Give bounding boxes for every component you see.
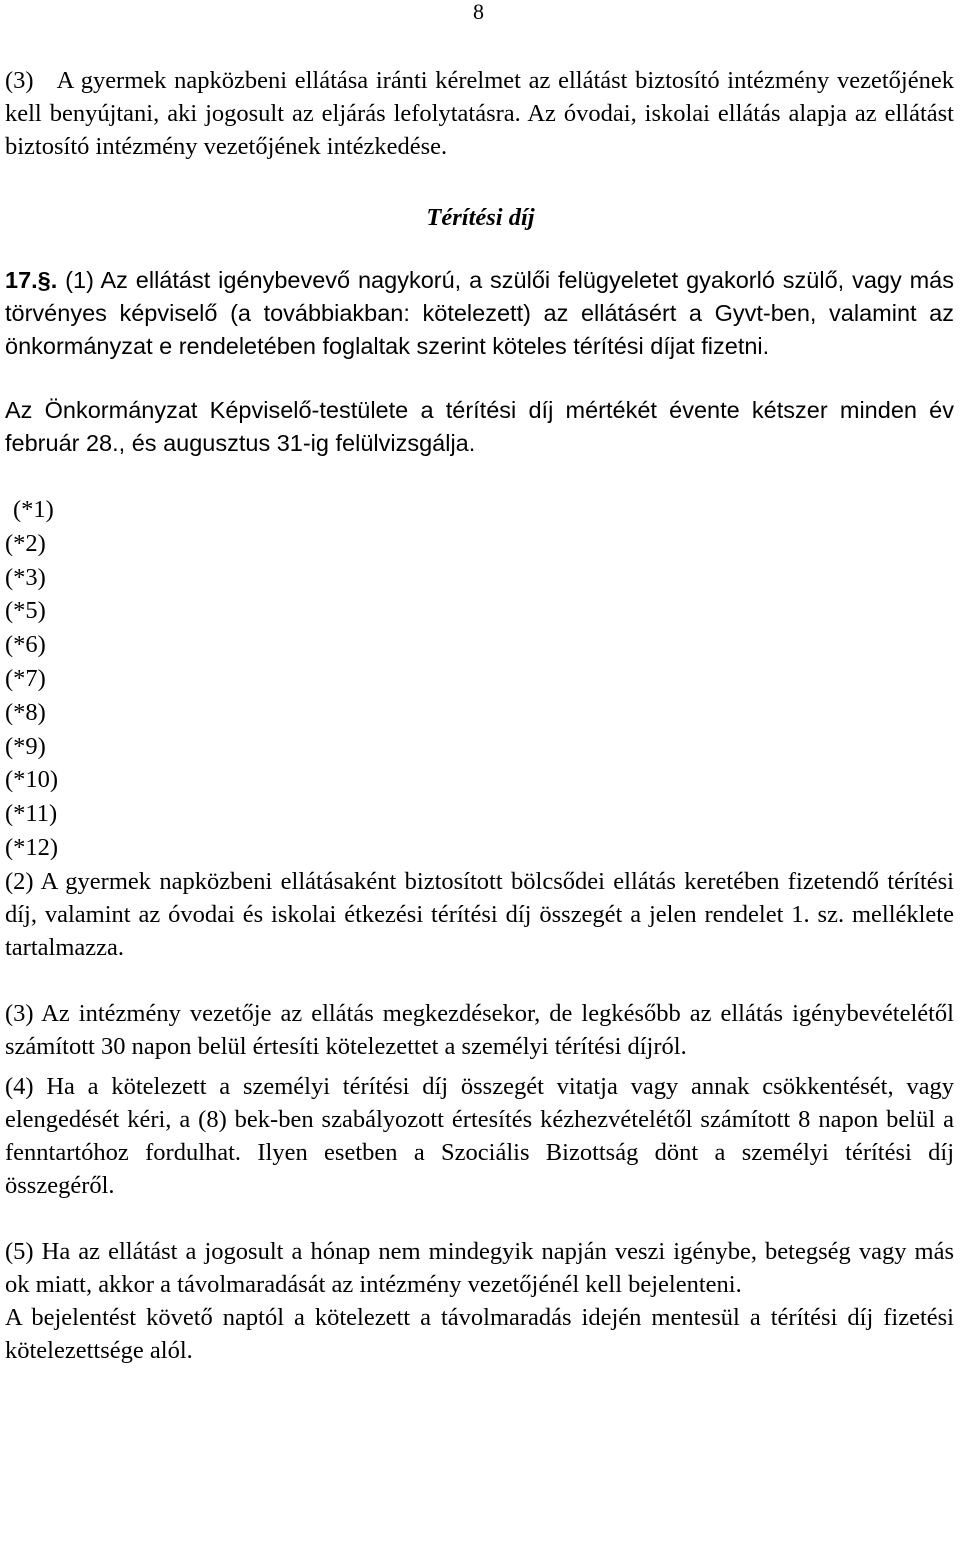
section-heading: Térítési díj	[426, 204, 535, 231]
page-number: 8	[473, 0, 484, 24]
repealed-marker: (*8)	[5, 698, 46, 726]
repealed-markers-list	[5, 493, 954, 865]
paragraph-3-notification: (3) Az intézmény vezetője az ellátás megkezdésekor, de legkésőbb az ellátás igénybevételétől számított 30 napon belül értesíti kötelezettet a személyi térítési díjról.	[5, 999, 954, 1060]
repealed-marker: (*11)	[5, 800, 58, 828]
repealed-marker: (*6)	[5, 631, 46, 659]
document-body	[5, 64, 954, 1367]
repealed-marker: (*3)	[5, 563, 46, 591]
repealed-marker: (*1)	[13, 496, 54, 523]
section-number: 17.§.	[5, 267, 58, 293]
repealed-marker: (*9)	[5, 732, 46, 760]
repealed-marker: (*2)	[5, 529, 46, 557]
paragraph-4-appeal: (4) Ha a kötelezett a személyi térítési díj összegét vitatja vagy annak csökkentését, vagy elengedését kéri, a (8) bek-ben szabályozott értesítés kézhezvételétől számított 8 napon belül a fenntartóhoz fordulhat. Ilyen esetben a Szociális Bizottság dönt a személyi térítési díj összegéről.	[5, 1072, 954, 1199]
paragraph-2-fees: (2) A gyermek napközbeni ellátásaként biztosított bölcsődei ellátás keretében fizetendő térítési díj, valamint az óvodai és iskolai étkezési térítési díj összegét a jelen rendelet 1. sz. melléklete tartalmazza.	[5, 867, 954, 961]
section-17-text: (1) Az ellátást igénybevevő nagykorú, a szülői felügyeletet gyakorló szülő, vagy más törvényes képviselő (a továbbiakban: kötelezett) az ellátásért a Gyvt-ben, valamint az önkormányzat e rendeletében foglaltak szerint köteles térítési díjat fizetni.	[5, 267, 954, 359]
paragraph-3-request: (3) A gyermek napközbeni ellátása iránti kérelmet az ellátást biztosító intézmény vezetőjének kell benyújtani, aki jogosult az eljárás lefolytatásra. Az óvodai, iskolai ellátás alapja az ellátást biztosító intézmény vezetőjének intézkedése.	[5, 67, 954, 160]
section-17-paragraph-1	[5, 264, 954, 363]
paragraph-5-continuation: A bejelentést követő naptól a kötelezett a távolmaradás idején mentesül a térítési díj fizetési kötelezettsége alól.	[5, 1303, 954, 1364]
repealed-marker: (*10)	[5, 766, 59, 794]
paragraph-5-absence: (5) Ha az ellátást a jogosult a hónap nem mindegyik napján veszi igénybe, betegség vagy más ok miatt, akkor a távolmaradását az intézmény vezetőjénél kell bejelenteni.	[5, 1237, 954, 1298]
repealed-marker: (*12)	[5, 833, 59, 861]
repealed-marker: (*7)	[5, 664, 46, 692]
review-paragraph: Az Önkormányzat Képviselő-testülete a térítési díj mértékét évente kétszer minden év február 28., és augusztus 31-ig felülvizsgálja.	[5, 397, 954, 456]
repealed-marker: (*5)	[5, 597, 46, 625]
